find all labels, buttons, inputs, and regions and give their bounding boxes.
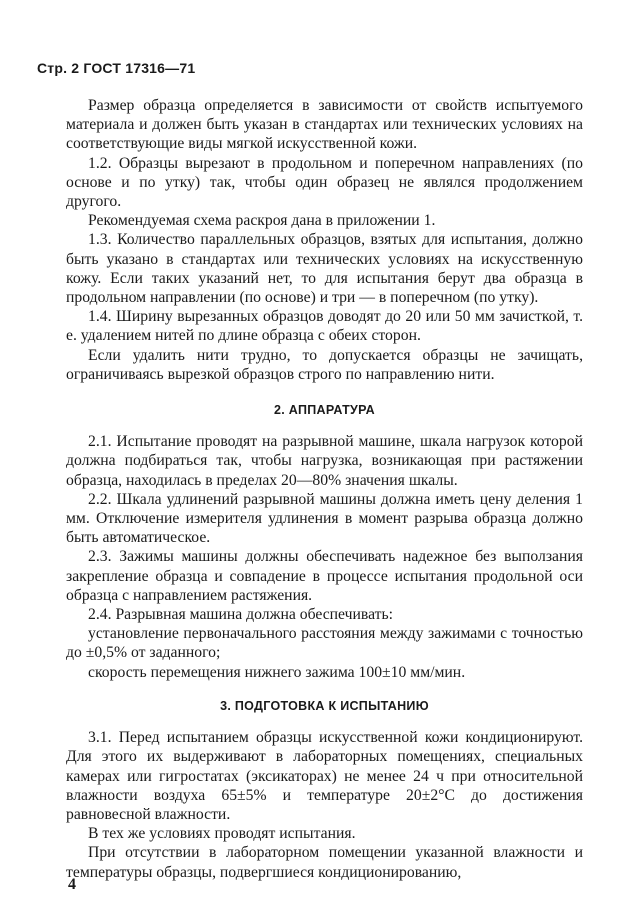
paragraph-1-2: 1.2. Образцы вырезают в продольном и поперечном направлениях (по основе и по утку) так, чтобы один образец не являлся продолжением другого. bbox=[66, 154, 583, 211]
paragraph-2-4: 2.4. Разрывная машина должна обеспечивать: bbox=[88, 606, 394, 624]
paragraph-same-conditions: В тех же условиях проводят испытания. bbox=[88, 825, 356, 843]
paragraph-1-4: 1.4. Ширину вырезанных образцов доводят до 20 или 50 мм зачисткой, т. е. удалением нитей по длине образца с обеих сторон. bbox=[66, 308, 583, 345]
document-body bbox=[66, 96, 583, 882]
paragraph-2-1: 2.1. Испытание проводят на разрывной машине, шкала нагрузок которой должна подбираться так, чтобы нагрузка, возникающая при растяжении образца, находилась в пределах 20—80% значения шкалы. bbox=[66, 433, 583, 489]
paragraph-2-3: 2.3. Зажимы машины должны обеспечивать надежное без выползания закрепление образца и совпадение в процессе испытания продольной оси образца с направлением растяжения. bbox=[66, 548, 583, 604]
page-header: Стр. 2 ГОСТ 17316—71 bbox=[37, 60, 196, 76]
paragraph-2-2: 2.2. Шкала удлинений разрывной машины должна иметь цену деления 1 мм. Отключение измерителя удлинения в момент разрыва образца должно быть автоматическое. bbox=[66, 490, 583, 547]
section-3-heading: 3. ПОДГОТОВКА К ИСПЫТАНИЮ bbox=[220, 698, 429, 713]
section-2-heading: 2. АППАРАТУРА bbox=[274, 403, 375, 418]
page-number: 4 bbox=[68, 876, 76, 893]
paragraph-threads-removal: Если удалить нити трудно, то допускается образцы не зачищать, ограничиваясь вырезкой образцов строго по направлению нити. bbox=[66, 346, 583, 383]
paragraph-3-1: 3.1. Перед испытанием образцы искусственной кожи кондиционируют. Для этого их выдерживают в лабораторных помещениях, специальных камерах или гигростатах (эксикаторах) не менее 24 ч при относительной влажности воздуха 65±5% и температуре 20±2°С до достижения равновесной влажности. bbox=[66, 729, 583, 823]
paragraph-2-4-speed: скорость перемещения нижнего зажима 100±10 мм/мин. bbox=[88, 663, 466, 681]
paragraph-2-4-distance: установление первоначального расстояния между зажимами с точностью до ±0,5% от заданного; bbox=[66, 625, 583, 662]
paragraph-sample-size: Размер образца определяется в зависимости от свойств испытуемого материала и должен быть указан в стандартах или технических условиях на соответствующие виды мягкой искусственной кожи. bbox=[66, 97, 583, 153]
paragraph-cutting-scheme: Рекомендуемая схема раскроя дана в приложении 1. bbox=[88, 212, 436, 230]
paragraph-1-3: 1.3. Количество параллельных образцов, взятых для испытания, должно быть указано в стандартах или технических условиях на искусственную кожу. Если таких указаний нет, то для испытания берут два образца в продольном направлении (по основе) и три — в поперечном (по утку). bbox=[66, 231, 583, 307]
paragraph-absence-conditions: При отсутствии в лабораторном помещении указанной влажности и температуры образцы, подвергшиеся кондиционированию, bbox=[66, 844, 583, 881]
